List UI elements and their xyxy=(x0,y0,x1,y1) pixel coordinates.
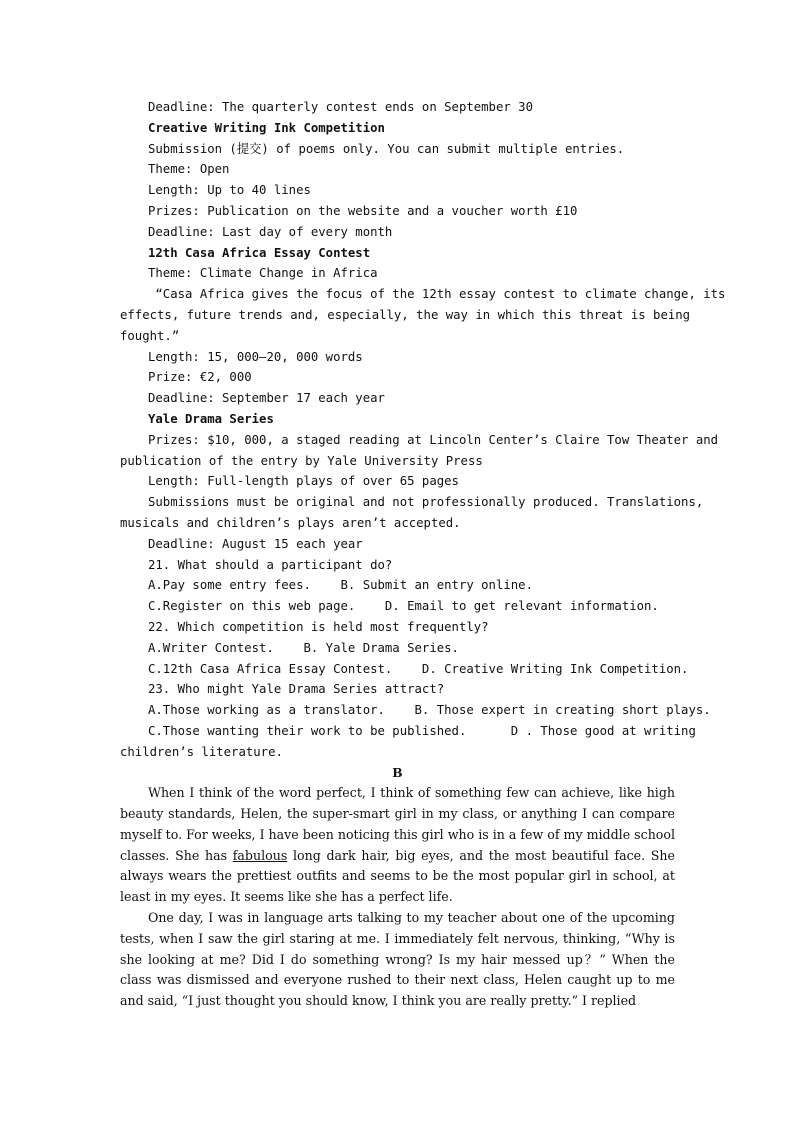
text-line: Prizes: Publication on the website and a voucher worth £10 xyxy=(148,203,578,218)
text-line: 12th Casa Africa Essay Contest xyxy=(148,245,371,260)
text-line: C.12th Casa Africa Essay Contest. D. Creative Writing Ink Competition. xyxy=(148,661,689,676)
p1-before: When I think of the word perfect, I think of something few can achieve, like high beauty standards, Helen, the super-smart girl in my class, or anything I can compare myself to. For weeks, I have been noticing this girl who is in a few of my middle school classes. She has xyxy=(120,785,675,863)
text-line: Deadline: September 17 each year xyxy=(148,391,385,406)
text-line: 22. Which competition is held most frequently? xyxy=(148,619,489,634)
underlined-word: fabulous xyxy=(232,847,288,863)
section-label: B xyxy=(392,764,403,780)
text-line: Prize: €2, 000 xyxy=(148,370,252,385)
text-line: 21. What should a participant do? xyxy=(148,557,393,572)
text-line: Theme: Open xyxy=(148,162,230,177)
passage-b-paragraph-1 xyxy=(120,783,675,908)
text-line: A.Pay some entry fees. B. Submit an entry online. xyxy=(148,578,533,593)
text-line: C.Register on this web page. D. Email to get relevant information. xyxy=(148,599,659,614)
text-line: publication of the entry by Yale University Press xyxy=(120,453,483,468)
text-line: Yale Drama Series xyxy=(148,411,274,426)
text-line: C.Those wanting their work to be published. D . Those good at writing xyxy=(148,723,696,738)
passage-b-paragraph-2: One day, I was in language arts talking to my teacher about one of the upcoming tests, when I saw the girl staring at me. I immediately felt nervous, thinking, “Why is she looking at me? Did I do something wrong? Is my hair messed up？” When the class was dismissed and everyone rushed to their next class, Helen caught up to me and said, “I just thought you should know, I think you are really pretty.” I replied xyxy=(120,910,675,1009)
text-line: 23. Who might Yale Drama Series attract? xyxy=(148,682,445,697)
text-line: Submissions must be original and not professionally produced. Translations, xyxy=(148,495,704,510)
text-line: Length: 15, 000—20, 000 words xyxy=(148,349,363,364)
text-line: Prizes: $10, 000, a staged reading at Lincoln Center’s Claire Tow Theater and xyxy=(148,432,719,447)
text-line: children’s literature. xyxy=(120,744,283,759)
text-line: Deadline: The quarterly contest ends on September 30 xyxy=(148,100,533,114)
p1-after: long dark hair, big eyes, and the most beautiful face. She always wears the prettiest outfits and seems to be the most popular girl in school, at least in my eyes. It seems like she has a perfect life. xyxy=(120,847,675,905)
text-line: Submission (提交) of poems only. You can submit multiple entries. xyxy=(148,141,625,156)
text-line: fought.” xyxy=(120,328,180,343)
text-line: Length: Up to 40 lines xyxy=(148,183,311,198)
text-line: Creative Writing Ink Competition xyxy=(148,120,385,135)
text-line: effects, future trends and, especially, the way in which this threat is being xyxy=(120,307,691,322)
document-page xyxy=(120,97,726,1012)
text-line: “Casa Africa gives the focus of the 12th essay contest to climate change, its xyxy=(148,287,726,302)
text-line: Deadline: August 15 each year xyxy=(148,536,363,551)
text-line: Deadline: Last day of every month xyxy=(148,224,393,239)
text-line: musicals and children’s plays aren’t accepted. xyxy=(120,515,461,530)
text-line: A.Writer Contest. B. Yale Drama Series. xyxy=(148,640,459,655)
text-line: Length: Full-length plays of over 65 pages xyxy=(148,474,459,489)
text-line: A.Those working as a translator. B. Those expert in creating short plays. xyxy=(148,703,711,718)
passage-a-lines xyxy=(120,97,726,763)
text-line: Theme: Climate Change in Africa xyxy=(148,266,378,281)
